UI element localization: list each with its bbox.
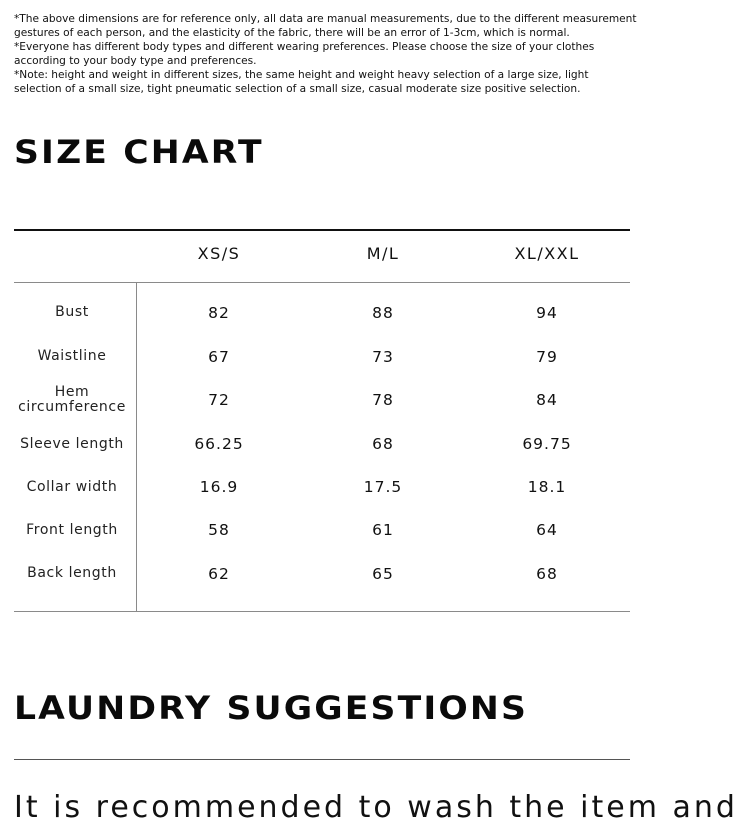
row-label-sleeve-length: Sleeve length bbox=[20, 436, 124, 452]
header-divider bbox=[14, 282, 630, 283]
table-cell: 69.75 bbox=[522, 435, 572, 453]
note-line: *Everyone has different body types and different wearing preferences. Please choose the size of your clothes bbox=[14, 41, 595, 53]
table-cell: 18.1 bbox=[527, 478, 567, 496]
note-line: selection of a small size, tight pneumatic selection of a small size, casual moderate size positive selection. bbox=[14, 83, 581, 95]
label-column-divider bbox=[136, 283, 137, 612]
note-line: according to your body type and preferences. bbox=[14, 55, 257, 67]
row-label-front-length: Front length bbox=[26, 522, 118, 538]
table-cell: 68 bbox=[536, 565, 558, 583]
table-cell: 84 bbox=[536, 391, 558, 409]
row-label-collar-width: Collar width bbox=[26, 479, 118, 495]
table-cell: 82 bbox=[208, 304, 230, 322]
table-cell: 73 bbox=[372, 348, 394, 366]
table-cell: 17.5 bbox=[363, 478, 403, 496]
laundry-divider bbox=[14, 759, 630, 760]
column-header-xs-s: XS/S bbox=[197, 244, 241, 263]
column-header-m-l: M/L bbox=[366, 244, 400, 263]
row-label-hem-circumference bbox=[14, 385, 130, 415]
row-label-back-length: Back length bbox=[27, 565, 117, 581]
table-cell: 88 bbox=[372, 304, 394, 322]
note-line: *Note: height and weight in different sizes, the same height and weight heavy selection of a large size, light bbox=[14, 69, 589, 81]
note-line: *The above dimensions are for reference only, all data are manual measurements, due to the different measurement bbox=[14, 13, 637, 25]
row-label-line: Hem bbox=[54, 384, 90, 400]
table-cell: 58 bbox=[208, 521, 230, 539]
table-cell: 68 bbox=[372, 435, 394, 453]
laundry-title: LAUNDRY SUGGESTIONS bbox=[14, 689, 529, 727]
table-cell: 72 bbox=[208, 391, 230, 409]
table-cell: 62 bbox=[208, 565, 230, 583]
table-cell: 61 bbox=[372, 521, 394, 539]
laundry-text-partial: It is recommended to wash the item and bbox=[14, 790, 738, 825]
row-label-line: circumference bbox=[18, 399, 126, 415]
row-label-waistline: Waistline bbox=[37, 348, 107, 364]
table-bottom-rule bbox=[14, 611, 630, 612]
table-top-rule bbox=[14, 229, 630, 231]
table-cell: 16.9 bbox=[199, 478, 239, 496]
table-cell: 66.25 bbox=[194, 435, 244, 453]
size-notes bbox=[14, 12, 654, 96]
table-cell: 78 bbox=[372, 391, 394, 409]
table-cell: 79 bbox=[536, 348, 558, 366]
table-cell: 94 bbox=[536, 304, 558, 322]
note-line: gestures of each person, and the elasticity of the fabric, there will be an error of 1-3cm, which is normal. bbox=[14, 27, 570, 39]
row-label-bust: Bust bbox=[55, 304, 89, 320]
column-header-xl-xxl: XL/XXL bbox=[514, 244, 580, 263]
table-cell: 65 bbox=[372, 565, 394, 583]
table-cell: 67 bbox=[208, 348, 230, 366]
table-cell: 64 bbox=[536, 521, 558, 539]
size-chart-title: SIZE CHART bbox=[14, 133, 264, 171]
